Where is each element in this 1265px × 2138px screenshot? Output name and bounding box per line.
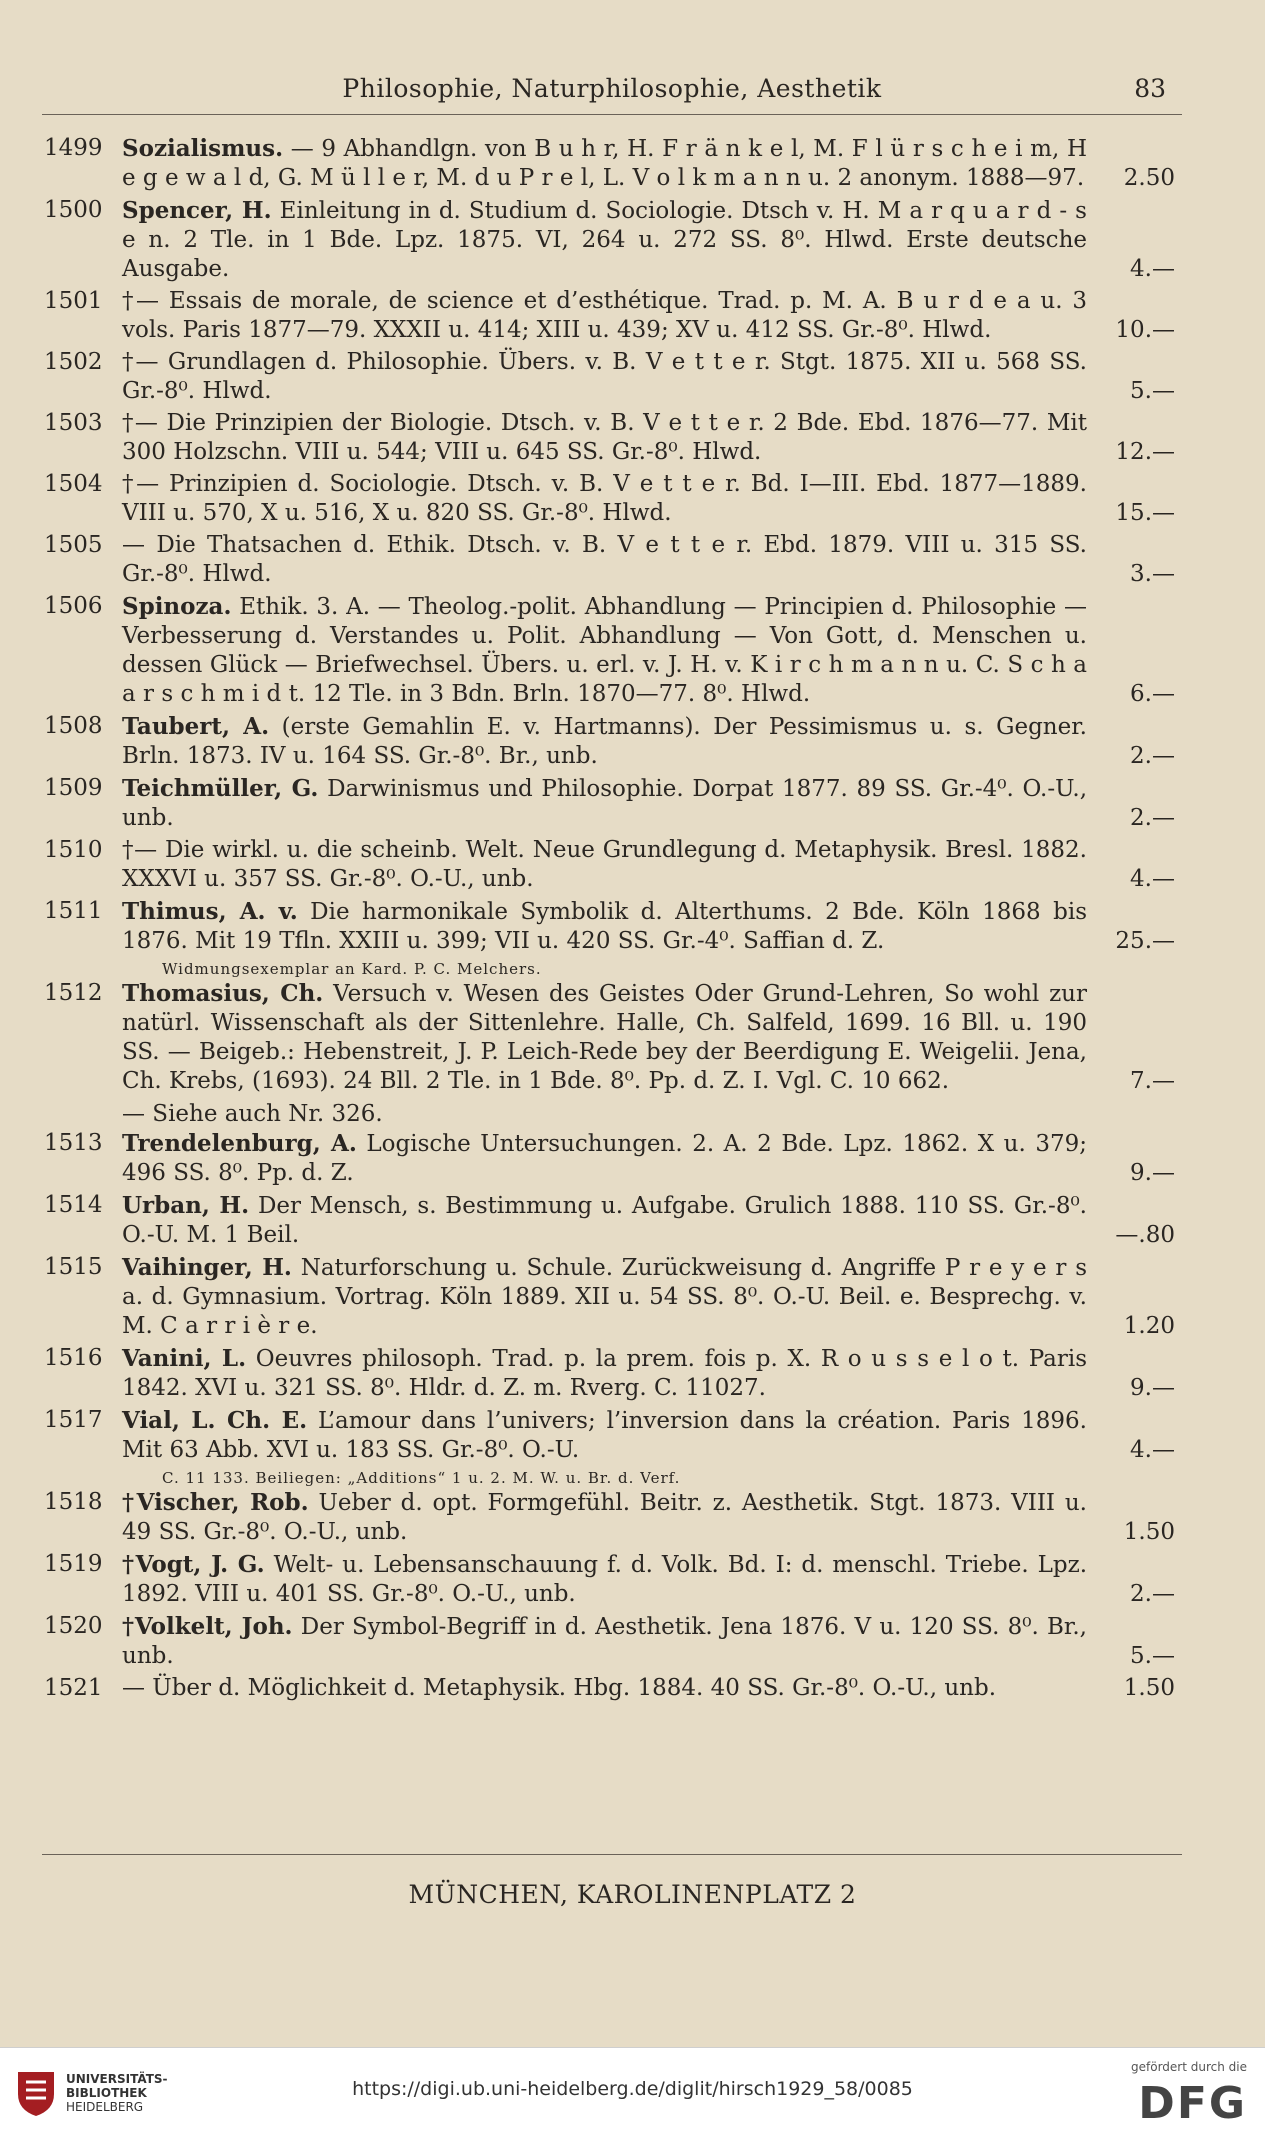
entry-author: †Vogt, J. G. — [122, 1551, 265, 1578]
entry-number: 1505 — [44, 532, 103, 558]
entry-price: 1.50 — [1123, 1519, 1175, 1545]
catalog-entry — [44, 979, 1179, 1096]
catalog-entry — [44, 774, 1179, 833]
entry-price: 25.— — [1115, 928, 1175, 954]
entry-author: Taubert, A. — [122, 713, 270, 740]
page-title: Philosophie, Naturphilosophie, Aesthetik — [342, 74, 882, 103]
entry-number: 1517 — [44, 1407, 103, 1433]
entry-author: Vial, L. Ch. E. — [122, 1407, 308, 1434]
dfg-logo: DFG — [1138, 2078, 1247, 2129]
entry-author: Thomasius, Ch. — [122, 980, 324, 1007]
entry-number: 1520 — [44, 1613, 103, 1639]
catalog-entry — [44, 134, 1179, 193]
entry-description: †— Die Prinzipien der Biologie. Dtsch. v. B. V e t t e r. 2 Bde. Ebd. 1876—77. Mit 300 Holzschn. VIII u. 544; VIII u. 645 SS. Gr.-8⁰. Hlwd. — [122, 410, 1087, 465]
entry-price: 6.— — [1130, 681, 1175, 707]
entry-description: — Über d. Möglichkeit d. Metaphysik. Hbg. 1884. 40 SS. Gr.-8⁰. O.-U., unb. — [122, 1675, 996, 1701]
entry-author: Spencer, H. — [122, 197, 272, 224]
entry-author: Spinoza. — [122, 593, 232, 620]
catalog-entry — [44, 897, 1179, 956]
catalog-entries — [44, 134, 1179, 1706]
entry-text — [122, 531, 1087, 589]
entry-price: 1.20 — [1123, 1313, 1175, 1339]
entry-price: 2.— — [1130, 743, 1175, 769]
entry-description: Der Symbol-Begriff in d. Aesthetik. Jena 1876. V u. 120 SS. 8⁰. Br., unb. — [122, 1614, 1087, 1669]
entry-price: 2.50 — [1123, 165, 1175, 191]
entry-description: — Die Thatsachen d. Ethik. Dtsch. v. B. V e t t e r. Ebd. 1879. VIII u. 315 SS. Gr.-8⁰. Hlwd. — [122, 532, 1087, 587]
entry-text — [122, 592, 1087, 709]
entry-description: †— Grundlagen d. Philosophie. Übers. v. B. V e t t e r. Stgt. 1875. XII u. 568 SS. Gr.-8⁰. Hlwd. — [122, 349, 1087, 404]
entry-price: 5.— — [1130, 378, 1175, 404]
entry-number: 1499 — [44, 135, 103, 161]
entry-number: 1510 — [44, 837, 103, 863]
library-name-line: HEIDELBERG — [66, 2100, 144, 2114]
entry-number: 1503 — [44, 410, 103, 436]
catalog-entry — [44, 1674, 1179, 1703]
entry-text — [122, 1344, 1087, 1403]
catalog-entry — [44, 1612, 1179, 1671]
entry-price: 7.— — [1130, 1068, 1175, 1094]
entry-text — [122, 1488, 1087, 1547]
entry-description: †— Prinzipien d. Sociologie. Dtsch. v. B. V e t t e r. Bd. I—III. Ebd. 1877—1889. VIII u. 570, X u. 516, X u. 820 SS. Gr.-8⁰. Hlwd. — [122, 471, 1087, 526]
entry-text — [122, 712, 1087, 771]
entry-text — [122, 409, 1087, 467]
entry-number: 1515 — [44, 1254, 103, 1280]
entry-description: Versuch v. Wesen des Geistes Oder Grund-Lehren, So wohl zur natürl. Wissenschaft als der Sittenlehre. Halle, Ch. Salfeld, 1699. 16 Bll. u. 190 SS. — Beigeb.: Hebenstreit, J. P. Leich-Rede bey der Beerdigung E. Weigelii. Jena, Ch. Krebs, (1693). 24 Bll. 2 Tle. in 1 Bde. 8⁰. Pp. d. Z. I. Vgl. C. 10 662. — [122, 981, 1087, 1094]
catalog-entry — [44, 1550, 1179, 1609]
catalog-entry — [44, 712, 1179, 771]
entry-description: †— Die wirkl. u. die scheinb. Welt. Neue Grundlegung d. Metaphysik. Bresl. 1882. XXXVI u. 357 SS. Gr.-8⁰. O.-U., unb. — [122, 837, 1087, 892]
entry-price: 2.— — [1130, 805, 1175, 831]
entry-price: 12.— — [1115, 439, 1175, 465]
entry-description: L’amour dans l’univers; l’inversion dans la création. Paris 1896. Mit 63 Abb. XVI u. 183 SS. Gr.-8⁰. O.-U. — [122, 1408, 1087, 1463]
catalog-entry — [44, 836, 1179, 894]
catalog-entry — [44, 531, 1179, 589]
entry-text — [122, 1129, 1087, 1188]
catalog-entry — [44, 1488, 1179, 1547]
running-head — [42, 70, 1182, 115]
entry-description: Logische Untersuchungen. 2. A. 2 Bde. Lpz. 1862. X u. 379; 496 SS. 8⁰. Pp. d. Z. — [122, 1131, 1087, 1186]
entry-number: 1514 — [44, 1192, 103, 1218]
entry-text — [122, 1406, 1087, 1465]
catalog-entry — [44, 1129, 1179, 1188]
entry-note: C. 11 133. Beiliegen: „Additions“ 1 u. 2. M. W. u. Br. d. Verf. — [162, 1469, 681, 1487]
entry-author: Sozialismus. — [122, 135, 284, 162]
entry-number: 1512 — [44, 980, 103, 1006]
entry-text — [122, 1253, 1087, 1341]
entry-price: 4.— — [1130, 1437, 1175, 1463]
entry-price: 9.— — [1130, 1160, 1175, 1186]
entry-number: 1519 — [44, 1551, 103, 1577]
entry-author: Trendelenburg, A. — [122, 1130, 357, 1157]
entry-text — [122, 979, 1087, 1096]
entry-price: 10.— — [1115, 317, 1175, 343]
funding-credit: gefördert durch die — [1131, 2060, 1247, 2074]
entry-text — [122, 1191, 1087, 1250]
entry-text — [122, 897, 1087, 956]
entry-description: — 9 Abhandlgn. von B u h r, H. F r ä n k e l, M. F l ü r s c h e i m, H e g e w a l d, G. M ü l l e r, M. d u P r e l, L. V o l k m a n n u. 2 anonym. 1888—97. — [122, 136, 1087, 191]
entry-cross-reference: — Siehe auch Nr. 326. — [122, 1101, 383, 1127]
entry-text — [122, 287, 1087, 345]
entry-number: 1509 — [44, 775, 103, 801]
entry-price: —.80 — [1115, 1222, 1175, 1248]
footer-address: MÜNCHEN, KAROLINENPLATZ 2 — [408, 1880, 857, 1909]
entry-text — [122, 774, 1087, 833]
entry-description: (erste Gemahlin E. v. Hartmanns). Der Pessimismus u. s. Gegner. Brln. 1873. IV u. 164 SS. Gr.-8⁰. Br., unb. — [122, 714, 1087, 769]
entry-number: 1511 — [44, 898, 103, 924]
entry-number: 1518 — [44, 1489, 103, 1515]
entry-author: †Vischer, Rob. — [122, 1489, 309, 1516]
footer-rule — [42, 1854, 1182, 1855]
catalog-entry — [44, 409, 1179, 467]
catalog-entry — [44, 1253, 1179, 1341]
entry-author: Urban, H. — [122, 1192, 250, 1219]
entry-number: 1504 — [44, 471, 103, 497]
entry-price: 4.— — [1130, 256, 1175, 282]
entry-description: Die harmonikale Symbolik d. Alterthums. 2 Bde. Köln 1868 bis 1876. Mit 19 Tfln. XXIII u. 399; VII u. 420 SS. Gr.-4⁰. Saffian d. Z. — [122, 899, 1087, 954]
entry-description: Ethik. 3. A. — Theolog.-polit. Abhandlung — Principien d. Philosophie — Verbesserung d. Verstandes u. Polit. Abhandlung — Von Gott, d. Menschen u. dessen Glück — Briefwechsel. Übers. u. erl. v. J. H. v. K i r c h m a n n u. C. S c h a a r s c h m i d t. 12 Tle. in 3 Bdn. Brln. 1870—77. 8⁰. Hlwd. — [122, 594, 1087, 707]
entry-author: Teichmüller, G. — [122, 775, 319, 802]
entry-text — [122, 836, 1087, 894]
entry-text — [122, 348, 1087, 406]
entry-number: 1508 — [44, 713, 103, 739]
entry-number: 1521 — [44, 1675, 103, 1701]
entry-price: 9.— — [1130, 1375, 1175, 1401]
entry-author: †Volkelt, Joh. — [122, 1613, 293, 1640]
entry-text — [122, 196, 1087, 284]
library-name-line: UNIVERSITÄTS- — [66, 2072, 168, 2086]
entry-description: Oeuvres philosoph. Trad. p. la prem. fois p. X. R o u s s e l o t. Paris 1842. XVI u. 321 SS. 8⁰. Hldr. d. Z. m. Rverg. C. 11027. — [122, 1346, 1088, 1401]
entry-description: Ueber d. opt. Formgefühl. Beitr. z. Aesthetik. Stgt. 1873. VIII u. 49 SS. Gr.-8⁰. O.-U., unb. — [122, 1490, 1087, 1545]
entry-description: Naturforschung u. Schule. Zurückweisung d. Angriffe P r e y e r s a. d. Gymnasium. Vortrag. Köln 1889. XII u. 54 SS. 8⁰. O.-U. Beil. e. Besprechg. v. M. C a r r i è r e. — [122, 1255, 1087, 1339]
entry-description: Welt- u. Lebensanschauung f. d. Volk. Bd. I: d. menschl. Triebe. Lpz. 1892. VIII u. 401 SS. Gr.-8⁰. O.-U., unb. — [122, 1552, 1088, 1607]
entry-text — [122, 470, 1087, 528]
entry-price: 1.50 — [1123, 1675, 1175, 1701]
entry-number: 1502 — [44, 349, 103, 375]
catalog-entry — [44, 348, 1179, 406]
entry-price: 5.— — [1130, 1643, 1175, 1669]
entry-price: 2.— — [1130, 1581, 1175, 1607]
entry-price: 3.— — [1130, 561, 1175, 587]
catalog-entry — [44, 470, 1179, 528]
entry-number: 1513 — [44, 1130, 103, 1156]
entry-description: †— Essais de morale, de science et d’esthétique. Trad. p. M. A. B u r d e a u. 3 vols. Paris 1877—79. XXXII u. 414; XIII u. 439; XV u. 412 SS. Gr.-8⁰. Hlwd. — [122, 288, 1087, 343]
entry-text — [122, 1550, 1087, 1609]
entry-author: Vanini, L. — [122, 1345, 247, 1372]
catalog-entry — [44, 592, 1179, 709]
entry-text — [122, 1612, 1087, 1671]
catalog-entry — [44, 1406, 1179, 1465]
viewer-bottom-bar — [0, 2047, 1265, 2138]
entry-number: 1516 — [44, 1345, 103, 1371]
entry-text — [122, 1674, 1087, 1703]
entry-author: Thimus, A. v. — [122, 898, 298, 925]
permalink-url[interactable]: https://digi.ub.uni-heidelberg.de/diglit/hirsch1929_58/0085 — [352, 2078, 913, 2100]
entry-description: Der Mensch, s. Bestimmung u. Aufgabe. Grulich 1888. 110 SS. Gr.-8⁰. O.-U. M. 1 Beil. — [122, 1193, 1087, 1248]
entry-price: 4.— — [1130, 866, 1175, 892]
entry-note: Widmungsexemplar an Kard. P. C. Melchers. — [162, 960, 542, 978]
catalog-entry — [44, 1191, 1179, 1250]
library-name-line: BIBLIOTHEK — [66, 2086, 147, 2100]
entry-number: 1506 — [44, 593, 103, 619]
entry-number: 1500 — [44, 197, 103, 223]
entry-text — [122, 134, 1087, 193]
page-number: 83 — [1134, 74, 1166, 103]
catalog-entry — [44, 1344, 1179, 1403]
entry-price: 15.— — [1115, 500, 1175, 526]
entry-number: 1501 — [44, 288, 103, 314]
catalog-entry — [44, 196, 1179, 284]
catalog-entry — [44, 287, 1179, 345]
entry-description: Darwinismus und Philosophie. Dorpat 1877. 89 SS. Gr.-4⁰. O.-U., unb. — [122, 776, 1088, 831]
entry-author: Vaihinger, H. — [122, 1254, 292, 1281]
entry-description: Einleitung in d. Studium d. Sociologie. Dtsch v. H. M a r q u a r d - s e n. 2 Tle. in 1 Bde. Lpz. 1875. VI, 264 u. 272 SS. 8⁰. Hlwd. Erste deutsche Ausgabe. — [122, 198, 1087, 282]
